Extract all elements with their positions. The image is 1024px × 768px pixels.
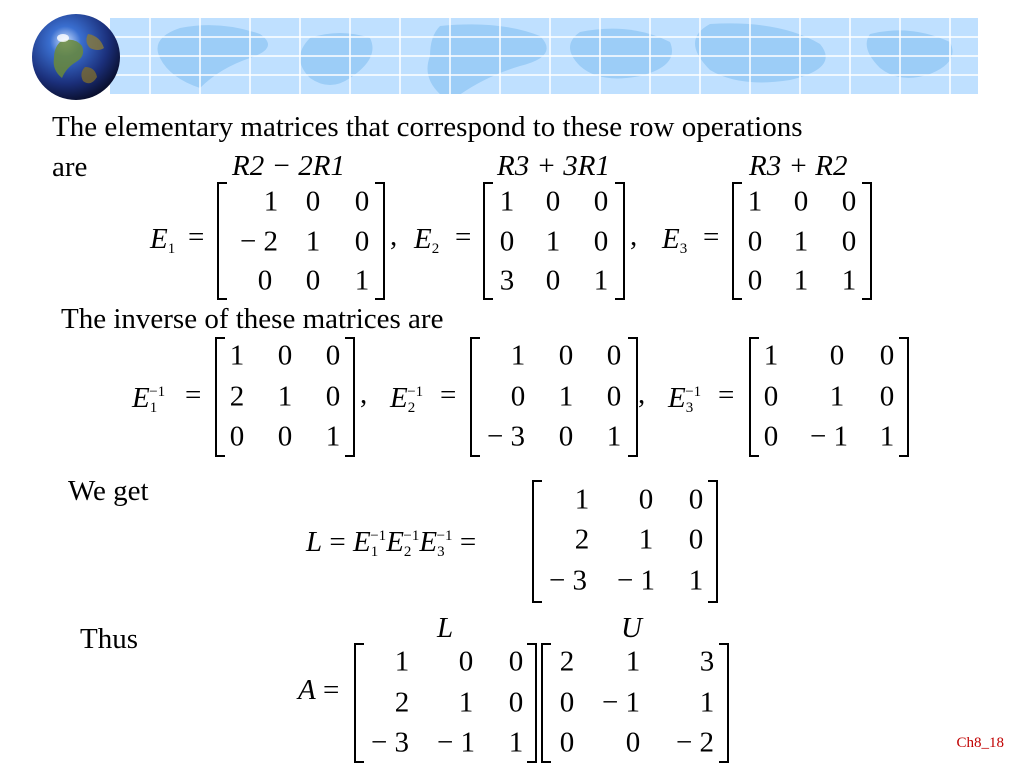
matrix-cell: 0 [841, 225, 857, 258]
we-get-text: We get [68, 475, 149, 507]
matrix-cell: 0 [499, 225, 515, 258]
matrix-cell: 0 [558, 420, 574, 453]
matrix-cell: 1 [638, 523, 654, 556]
matrix-cell: 1 [625, 645, 641, 678]
matrix-cell: 2 [574, 523, 590, 556]
matrix-e1-inverse [215, 337, 355, 457]
equals-sign: = [185, 379, 202, 411]
matrix-cell: 1 [841, 264, 857, 297]
equals-sign: = [718, 379, 735, 411]
matrix-cell: − 2 [675, 726, 715, 759]
matrix-cell: 0 [879, 339, 895, 372]
comma: , [638, 378, 646, 410]
matrix-cell: 0 [606, 339, 622, 372]
matrix-cell: 1 [747, 185, 763, 218]
matrix-cell: 1 [394, 645, 410, 678]
matrix-cell: 0 [305, 264, 321, 297]
matrix-cell: 1 [688, 564, 704, 597]
matrix-cell: 0 [545, 264, 561, 297]
world-map-graphic [110, 18, 978, 94]
matrix-cell: − 3 [486, 420, 526, 453]
matrix-cell: 0 [763, 380, 779, 413]
matrix-cell: 0 [354, 185, 370, 218]
operation-label-1: R2 − 2R1 [232, 150, 345, 182]
e2-inverse-label: $E_2^{-1}$ [390, 382, 424, 416]
matrix-cell: 1 [263, 185, 279, 218]
e1-inverse-label: $E_1^{-1}$ [132, 382, 166, 416]
matrix-cell: − 1 [436, 726, 476, 759]
matrix-cell: 1 [499, 185, 515, 218]
matrix-cell: − 3 [370, 726, 410, 759]
matrix-cell: − 1 [809, 420, 849, 453]
matrix-cell: 0 [593, 185, 609, 218]
map-banner [110, 18, 978, 94]
matrix-cell: 1 [699, 686, 715, 719]
matrix-cell: 0 [229, 420, 245, 453]
e3-label: $E_3$ [662, 223, 688, 257]
matrix-cell: 0 [545, 185, 561, 218]
label-u: U [621, 612, 642, 644]
matrix-cell: 2 [229, 380, 245, 413]
matrix-cell: 3 [699, 645, 715, 678]
equals-sign: = [440, 379, 457, 411]
intro-line-2: are [52, 151, 88, 183]
matrix-cell: 0 [625, 726, 641, 759]
matrix-cell: 0 [638, 483, 654, 516]
matrix-cell: 0 [688, 483, 704, 516]
matrix-cell: 0 [559, 686, 575, 719]
matrix-cell: − 3 [548, 564, 588, 597]
matrix-cell: 1 [510, 339, 526, 372]
comma: , [360, 378, 368, 410]
matrix-cell: 0 [879, 380, 895, 413]
operation-label-3: R3 + R2 [749, 150, 848, 182]
matrix-cell: 0 [559, 726, 575, 759]
e1-label: $E_1$ [150, 223, 176, 257]
matrix-e2-inverse [470, 337, 638, 457]
matrix-cell: 0 [510, 380, 526, 413]
comma: , [630, 220, 638, 252]
matrix-cell: 0 [841, 185, 857, 218]
matrix-e1 [217, 182, 385, 300]
intro-line-1: The elementary matrices that correspond to these row operations [52, 111, 803, 143]
matrix-cell: 0 [747, 225, 763, 258]
matrix-cell: 0 [688, 523, 704, 556]
matrix-e3 [732, 182, 872, 300]
matrix-e2 [483, 182, 625, 300]
equals-sign: = [703, 221, 720, 253]
matrix-cell: 0 [458, 645, 474, 678]
matrix-cell: 0 [508, 645, 524, 678]
matrix-cell: 2 [394, 686, 410, 719]
slide-number: Ch8_18 [956, 735, 1004, 751]
globe-icon [30, 12, 122, 102]
matrix-cell: 1 [354, 264, 370, 297]
matrix-cell: 1 [229, 339, 245, 372]
matrix-cell: 0 [277, 339, 293, 372]
matrix-cell: 1 [545, 225, 561, 258]
matrix-cell: 1 [558, 380, 574, 413]
matrix-cell: 2 [559, 645, 575, 678]
matrix-cell: 1 [793, 225, 809, 258]
matrix-cell: 0 [325, 339, 341, 372]
matrix-cell: 1 [277, 380, 293, 413]
matrix-cell: 0 [793, 185, 809, 218]
matrix-cell: 0 [257, 264, 273, 297]
matrix-cell: 1 [458, 686, 474, 719]
matrix-cell: 3 [499, 264, 515, 297]
l-product-label: $L = E_1^{-1}E_2^{-1}E_3^{-1}$ = [306, 526, 477, 560]
matrix-cell: 1 [593, 264, 609, 297]
inverse-caption: The inverse of these matrices are [61, 303, 444, 335]
matrix-u-factor [541, 643, 729, 763]
equals-sign: = [188, 221, 205, 253]
equals-sign: = [455, 221, 472, 253]
matrix-cell: − 2 [239, 225, 279, 258]
matrix-cell: 1 [879, 420, 895, 453]
a-label: A = [298, 674, 340, 706]
matrix-cell: − 1 [616, 564, 656, 597]
matrix-l-result [532, 480, 718, 603]
matrix-cell: 1 [829, 380, 845, 413]
matrix-cell: 0 [305, 185, 321, 218]
matrix-cell: 0 [277, 420, 293, 453]
matrix-cell: 1 [606, 420, 622, 453]
matrix-l-factor [354, 643, 537, 763]
e2-label: $E_2$ [414, 223, 440, 257]
matrix-cell: 0 [593, 225, 609, 258]
matrix-cell: 0 [354, 225, 370, 258]
thus-text: Thus [80, 623, 138, 655]
e3-inverse-label: $E_3^{-1}$ [668, 382, 702, 416]
matrix-cell: 1 [793, 264, 809, 297]
matrix-cell: 1 [508, 726, 524, 759]
matrix-cell: 1 [305, 225, 321, 258]
matrix-cell: 1 [325, 420, 341, 453]
matrix-cell: 0 [829, 339, 845, 372]
matrix-cell: − 1 [601, 686, 641, 719]
matrix-cell: 0 [606, 380, 622, 413]
matrix-cell: 0 [325, 380, 341, 413]
matrix-cell: 0 [747, 264, 763, 297]
matrix-e3-inverse [749, 337, 909, 457]
matrix-cell: 0 [508, 686, 524, 719]
matrix-cell: 1 [763, 339, 779, 372]
matrix-cell: 1 [574, 483, 590, 516]
operation-label-2: R3 + 3R1 [497, 150, 610, 182]
comma: , [390, 220, 398, 252]
matrix-cell: 0 [763, 420, 779, 453]
label-l: L [437, 612, 454, 644]
matrix-cell: 0 [558, 339, 574, 372]
